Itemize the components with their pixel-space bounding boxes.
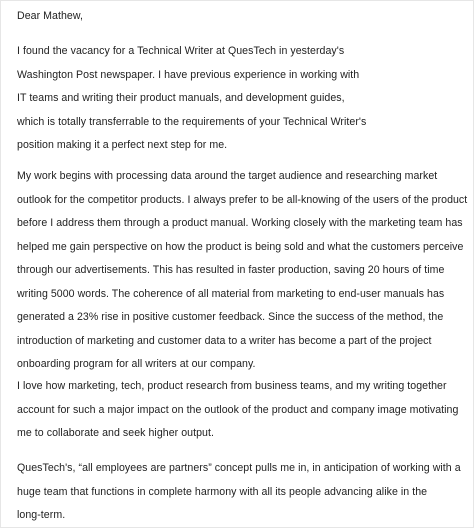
paragraph-vacancy xyxy=(17,40,366,158)
text-line: outlook for the competitor products. I always prefer to be all-knowing of the users of the product xyxy=(17,193,468,206)
text-line: writing 5000 words. The coherence of all material from marketing to end-user manuals has xyxy=(17,287,445,300)
text-line: position making it a perfect next step for me. xyxy=(17,139,228,151)
text-line: introduction of marketing and customer data to a writer has become a part of the project xyxy=(17,334,432,347)
text-line: I love how marketing, tech, product research from business teams, and my writing together xyxy=(17,380,447,392)
text-line: Washington Post newspaper. I have previous experience in working with xyxy=(17,68,360,81)
text-line: through our advertisements. This has resulted in faster production, saving 20 hours of time xyxy=(17,264,445,276)
salutation: Dear Mathew, xyxy=(17,10,83,22)
text-line: huge team that functions in complete harmony with all its people advancing alike in the xyxy=(17,485,428,498)
text-line: before I address them through a product manual. Working closely with the marketing team has xyxy=(17,217,463,229)
text-line: me to collaborate and seek higher output. xyxy=(17,427,214,439)
text-line: generated a 23% rise in positive customer feedback. Since the success of the method, the xyxy=(17,311,444,323)
paragraph-work-experience xyxy=(17,165,468,377)
text-line: My work begins with processing data around the target audience and researching market xyxy=(17,170,438,182)
text-line: which is totally transferrable to the requirements of your Technical Writer's xyxy=(17,115,367,128)
text-line: long-term. xyxy=(17,509,66,521)
text-line: QuesTech's, “all employees are partners” concept pulls me in, in anticipation of working with a xyxy=(17,462,461,474)
text-line: account for such a major impact on the outlook of the product and company image motivating xyxy=(17,403,459,416)
text-line: onboarding program for all writers at our company. xyxy=(17,358,256,370)
text-line: helped me gain perspective on how the product is being sold and what the customers perceive xyxy=(17,240,464,253)
paragraph-motivation xyxy=(17,375,458,446)
text-line: IT teams and writing their product manuals, and development guides, xyxy=(17,92,345,104)
text-line: I found the vacancy for a Technical Writer at QuesTech in yesterday's xyxy=(17,45,345,57)
paragraph-company-culture xyxy=(17,457,461,528)
